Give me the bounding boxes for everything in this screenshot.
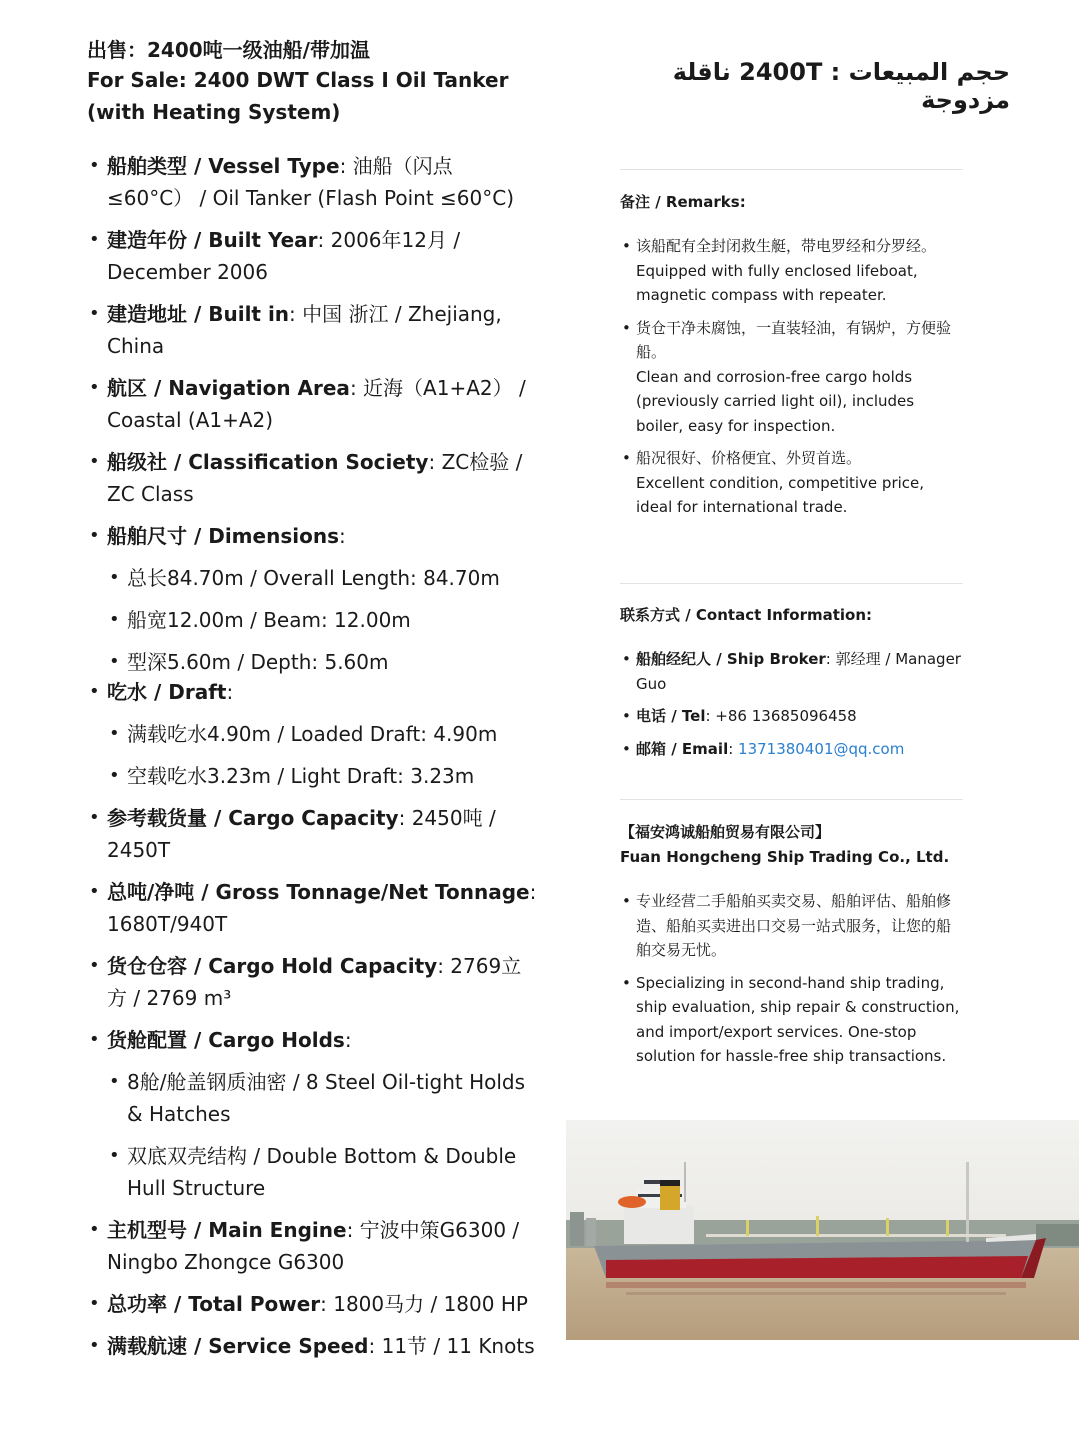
spec-value: : ZC检验 / ZC Class xyxy=(107,450,523,506)
holds-sublist xyxy=(107,1066,537,1204)
draft-light: • 空载吃水3.23m / Light Draft: 3.23m xyxy=(107,760,537,792)
divider xyxy=(620,583,963,584)
dim-beam: • 船宽12.00m / Beam: 12.00m xyxy=(107,604,537,636)
email-key: 邮箱 / Email xyxy=(636,739,729,758)
company-name-en: Fuan Hongcheng Ship Trading Co., Ltd. xyxy=(620,848,950,866)
arabic-heading: حجم المبيعات : 2400T ناقلة مزدوجة xyxy=(672,58,1010,114)
spec-key: 船舶类型 / Vessel Type xyxy=(107,154,340,178)
spec-dimensions xyxy=(87,520,537,678)
ship-photo xyxy=(566,1120,1079,1340)
remark-en: Excellent condition, competitive price, ideal for international trade. xyxy=(636,473,925,516)
spec-value: : xyxy=(338,524,346,548)
email-link[interactable]: 1371380401@qq.com xyxy=(738,739,905,758)
spec-cargo-capacity xyxy=(87,802,537,866)
spec-built-year xyxy=(87,224,537,288)
spec-key: 总吨/净吨 / Gross Tonnage/Net Tonnage xyxy=(107,880,530,904)
remark-cn: 该船配有全封闭救生艇，带电罗经和分罗经。 xyxy=(636,237,937,255)
contact-tel xyxy=(620,704,965,729)
spec-value: : 1680T/940T xyxy=(107,880,537,936)
remark-condition xyxy=(620,446,965,520)
spec-built-in xyxy=(87,298,537,362)
spec-key: 吃水 / Draft xyxy=(107,680,227,704)
spec-value: : 11节 / 11 Knots xyxy=(368,1334,535,1358)
dim-depth: • 型深5.60m / Depth: 5.60m xyxy=(107,646,537,678)
spec-key: 货仓仓容 / Cargo Hold Capacity xyxy=(107,954,438,978)
spec-key: 船级社 / Classification Society xyxy=(107,450,429,474)
spec-service-speed xyxy=(87,1330,537,1362)
title-english: For Sale: 2400 DWT Class I Oil Tanker (with Heating System) xyxy=(87,68,509,124)
remarks-heading: 备注 / Remarks: xyxy=(620,193,746,211)
remarks-list xyxy=(620,234,965,528)
spec-key: 总功率 / Total Power xyxy=(107,1292,321,1316)
spec-vessel-type xyxy=(87,150,537,214)
contact-list xyxy=(620,647,965,769)
title-chinese: 出售：2400吨一级油船/带加温 xyxy=(87,38,370,62)
spec-key: 建造地址 / Built in xyxy=(107,302,290,326)
contact-broker xyxy=(620,647,965,696)
remark-en: Clean and corrosion-free cargo holds (previously carried light oil), includes boiler, easy for inspection. xyxy=(636,367,915,435)
draft-sublist xyxy=(107,718,537,792)
spec-tonnage xyxy=(87,876,537,940)
spec-main-engine xyxy=(87,1214,537,1278)
spec-key: 主机型号 / Main Engine xyxy=(107,1218,347,1242)
spec-classification xyxy=(87,446,537,510)
spec-value: : 宁波中策G6300 / Ningbo Zhongce G6300 xyxy=(107,1218,520,1274)
spec-value: : 2450吨 / 2450T xyxy=(107,806,496,862)
spec-value: : 中国 浙江 / Zhejiang, China xyxy=(107,302,502,358)
spec-key: 航区 / Navigation Area xyxy=(107,376,350,400)
spec-key: 建造年份 / Built Year xyxy=(107,228,318,252)
company-list xyxy=(620,889,965,1077)
spec-value: : 近海（A1+A2） / Coastal (A1+A2) xyxy=(107,376,526,432)
oil-tanker-illustration xyxy=(566,1120,1079,1340)
divider xyxy=(620,799,963,800)
spec-key: 满载航速 / Service Speed xyxy=(107,1334,369,1358)
spec-key: 船舶尺寸 / Dimensions xyxy=(107,524,339,548)
broker-value: : 郭经理 / Manager Guo xyxy=(636,650,961,693)
broker-key: 船舶经纪人 / Ship Broker xyxy=(636,650,826,668)
remark-cn: 船况很好、价格便宜、外贸首选。 xyxy=(636,449,862,467)
spec-value: : xyxy=(226,680,234,704)
remark-lifeboat xyxy=(620,234,965,308)
spec-total-power xyxy=(87,1288,537,1320)
spec-value: : 2006年12月 / December 2006 xyxy=(107,228,461,284)
spec-key: 参考载货量 / Cargo Capacity xyxy=(107,806,399,830)
tel-value: : +86 13685096458 xyxy=(705,707,857,725)
spec-value: : xyxy=(344,1028,352,1052)
holds-hatches: • 8舱/舱盖钢质油密 / 8 Steel Oil-tight Holds & Hatches xyxy=(107,1066,537,1130)
spec-key: 货舱配置 / Cargo Holds xyxy=(107,1028,345,1052)
spec-column xyxy=(87,36,537,1372)
spec-value: : 2769立方 / 2769 m³ xyxy=(107,954,522,1010)
spec-hold-capacity xyxy=(87,950,537,1014)
company-desc-en: • Specializing in second-hand ship trading, ship evaluation, ship repair & construction, and import/export services. One-stop solution for hassle-free ship transactions. xyxy=(620,971,965,1069)
dim-length: • 总长84.70m / Overall Length: 84.70m xyxy=(107,562,537,594)
company-name-cn: 【福安鸿诚船舶贸易有限公司】 xyxy=(620,823,831,841)
spec-value: : 油船（闪点≤60°C） / Oil Tanker (Flash Point ≤60°C) xyxy=(107,154,514,210)
contact-email xyxy=(620,737,965,762)
dimensions-sublist xyxy=(107,562,537,678)
spec-cargo-holds xyxy=(87,1024,537,1204)
holds-structure: • 双底双壳结构 / Double Bottom & Double Hull Structure xyxy=(107,1140,537,1204)
remark-holds xyxy=(620,316,965,439)
spec-list xyxy=(87,150,537,1362)
company-desc-cn: • 专业经营二手船舶买卖交易、船舶评估、船舶修造、船舶买卖进出口交易一站式服务，让您的船舶交易无忧。 xyxy=(620,889,965,963)
spec-navigation-area xyxy=(87,372,537,436)
tel-key: 电话 / Tel xyxy=(636,707,706,725)
spec-draft xyxy=(87,676,537,792)
draft-loaded: • 满载吃水4.90m / Loaded Draft: 4.90m xyxy=(107,718,537,750)
remark-en: Equipped with fully enclosed lifeboat, magnetic compass with repeater. xyxy=(636,261,918,304)
divider xyxy=(620,169,963,170)
remark-cn: 货仓干净未腐蚀，一直装轻油，有锅炉，方便验船。 xyxy=(636,318,952,361)
contact-heading: 联系方式 / Contact Information: xyxy=(620,606,873,624)
email-sep: : xyxy=(728,739,739,758)
spec-value: : 1800马力 / 1800 HP xyxy=(320,1292,528,1316)
